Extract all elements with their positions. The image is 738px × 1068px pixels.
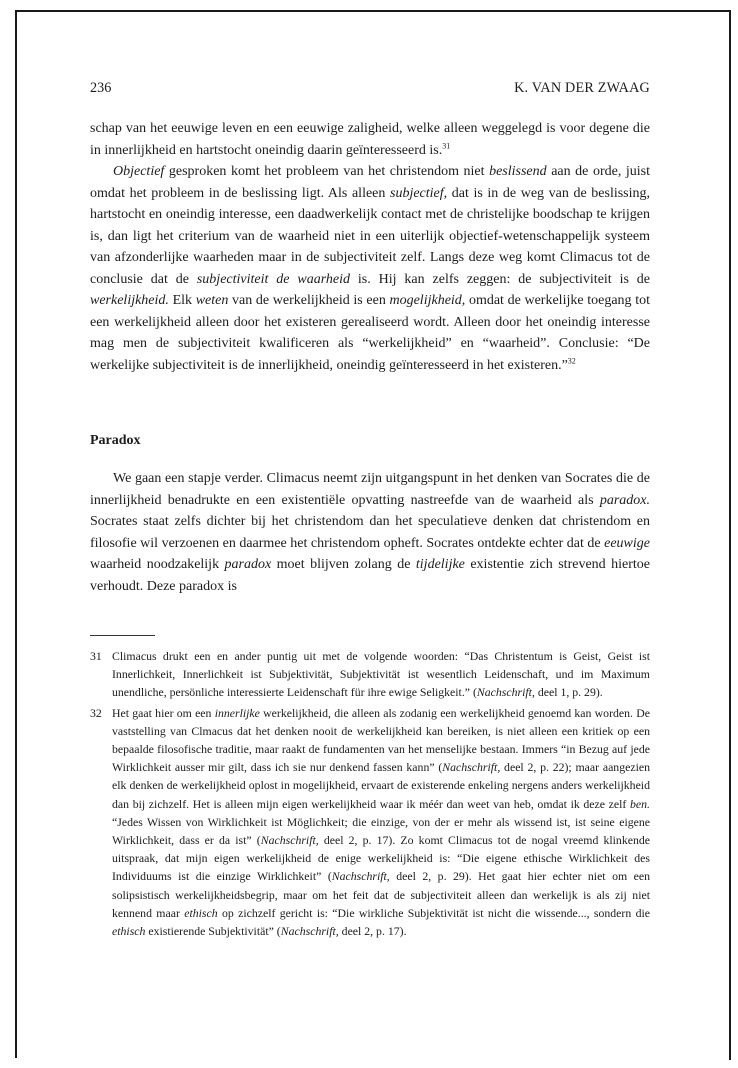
page-number: 236 <box>90 80 112 96</box>
footnote-number: 31 <box>90 649 102 663</box>
paragraph-2: Objectief gesproken komt het probleem van het christendom niet beslissend aan de orde, juist omdat het probleem in de beslissing ligt. Als alleen subjectief, dat is in de weg van de beslissing, hartstocht en oneindig interesse, een daadwerkelijk contact met de christelijke boodschap te krijgen is, dan ligt het criterium van de waarheid niet in een uiterlijk objectief-wetenschappelijk systeem van afzonderlijke waarheden maar in de subjectiviteit zelf. Langs deze weg komt Climacus tot de conclusie dat de subjectiviteit de waarheid is. Hij kan zelfs zeggen: de subjectiviteit is de werkelijkheid. Elk weten van de werkelijkheid is een mogelijkheid, omdat de werkelijke toegang tot een werkelijkheid alleen door het existeren gerealiseerd wordt. Alleen door het oneindig interesse mag men de subjectiviteit kwalificeren als “werkelijkheid” en “waarheid”. Conclusie: “De werkelijke subjectiviteit is de innerlijkheid, oneindig geïnteresseerd in het existeren.”$^{32}$ <box>90 164 651 373</box>
main-text-top <box>90 118 650 376</box>
scan-border-top <box>15 10 731 12</box>
footnote-ref-32[interactable]: 32 <box>567 355 576 365</box>
scan-border-left <box>15 10 17 1058</box>
footnote-32: 32 Het gaat hier om een innerlijke werkelijkheid, die alleen als zodanig een werkelijkheid genoemd kan worden. De vaststelling van Clmacus dat het denken nooit de werkelijkheid kan bereiken, is niet alleen een kritiek op een bepaalde filosofische traditie, maar raakt de fundamenten van het menselijke bestaan. Immers “in Bezug auf jede Wirklichkeit ausser mir gilt, dass ich sie nur denkend fassen kann” (Nachschrift, deel 2, p. 22); maar aangezien elk denken de werkelijkheid oplost in mogelijkheid, ervaart de existerende enkeling nergens anders werkelijkheid dan bij zichzelf. Het is alleen mijn eigen werkelijkheid waar ik méér dan weet van heb, omdat ik deze zelf ben. “Jedes Wissen von Wirklichkeit ist Möglichkeit; die einzige, von der er mehr als wissend ist, ist seine eigene Wirklichkeit, dass er da ist” (Nachschrift, deel 2, p. 17). Zo komt Climacus tot de nogal vreemd klinkende uitspraak, dat mijn eigen werkelijkheid de enige werkelijkheid is: “Die eigene ethische Wirklichkeit des Individuums ist die einzige Wirklichkeit” (Nachschrift, deel 2, p. 29). Het gaat hier echter niet om een solipsistisch werkelijkheidsbegrip, maar om het feit dat de subjectiviteit alleen dan werkelijk is als zij niet kennend maar ethisch op zichzelf gericht is: “Die wirkliche Subjektivität ist nicht die wissende..., sondern die ethisch existierende Subjektivität” (Nachschrift, deel 2, p. 17). <box>90 705 650 939</box>
running-head-author: K. VAN DER ZWAAG <box>514 80 650 96</box>
paragraph-3: We gaan een stapje verder. Climacus neemt zijn uitgangspunt in het denken van Socrates die de innerlijkheid benadrukte en een existentiële opvatting nastreefde van de waarheid als paradox. Socrates staat zelfs dichter bij het christendom dan het speculatieve denken dat christendom en filosofie wil verzoenen en daarmee het christendom opheft. Socrates ontdekte echter dat de eeuwige waarheid noodzakelijk paradox moet blijven zolang de tijdelijke existentie zich strevend hiertoe verhoudt. Deze paradox is <box>90 471 650 594</box>
running-header <box>90 80 650 98</box>
footnotes <box>90 647 650 942</box>
footnote-31: 31 Climacus drukt een en ander puntig uit met de volgende woorden: “Das Christentum is Geist, Geist ist Innerlichkeit, Innerlichkeit ist Subjektivität, Subjektivität ist wesentlich Leidenschaft, und im Maximum unendliche, persönliche interessierte Leidenschaft für ihre ewige Seligkeit.” (Nachschrift, deel 1, p. 29). <box>90 649 650 700</box>
scan-border-right <box>729 10 731 1060</box>
paragraph-1: schap van het eeuwige leven en een eeuwige zaligheid, welke alleen weggelegd is voor degene die in innerlijkheid en hartstocht oneindig daarin geïnteresseerd is.$^{31}$ <box>90 121 650 158</box>
main-text-paradox <box>90 468 650 597</box>
footnote-separator <box>90 635 155 636</box>
footnote-ref-31[interactable]: 31 <box>442 140 451 150</box>
section-heading: Paradox <box>90 433 141 448</box>
footnote-number: 32 <box>90 705 102 720</box>
